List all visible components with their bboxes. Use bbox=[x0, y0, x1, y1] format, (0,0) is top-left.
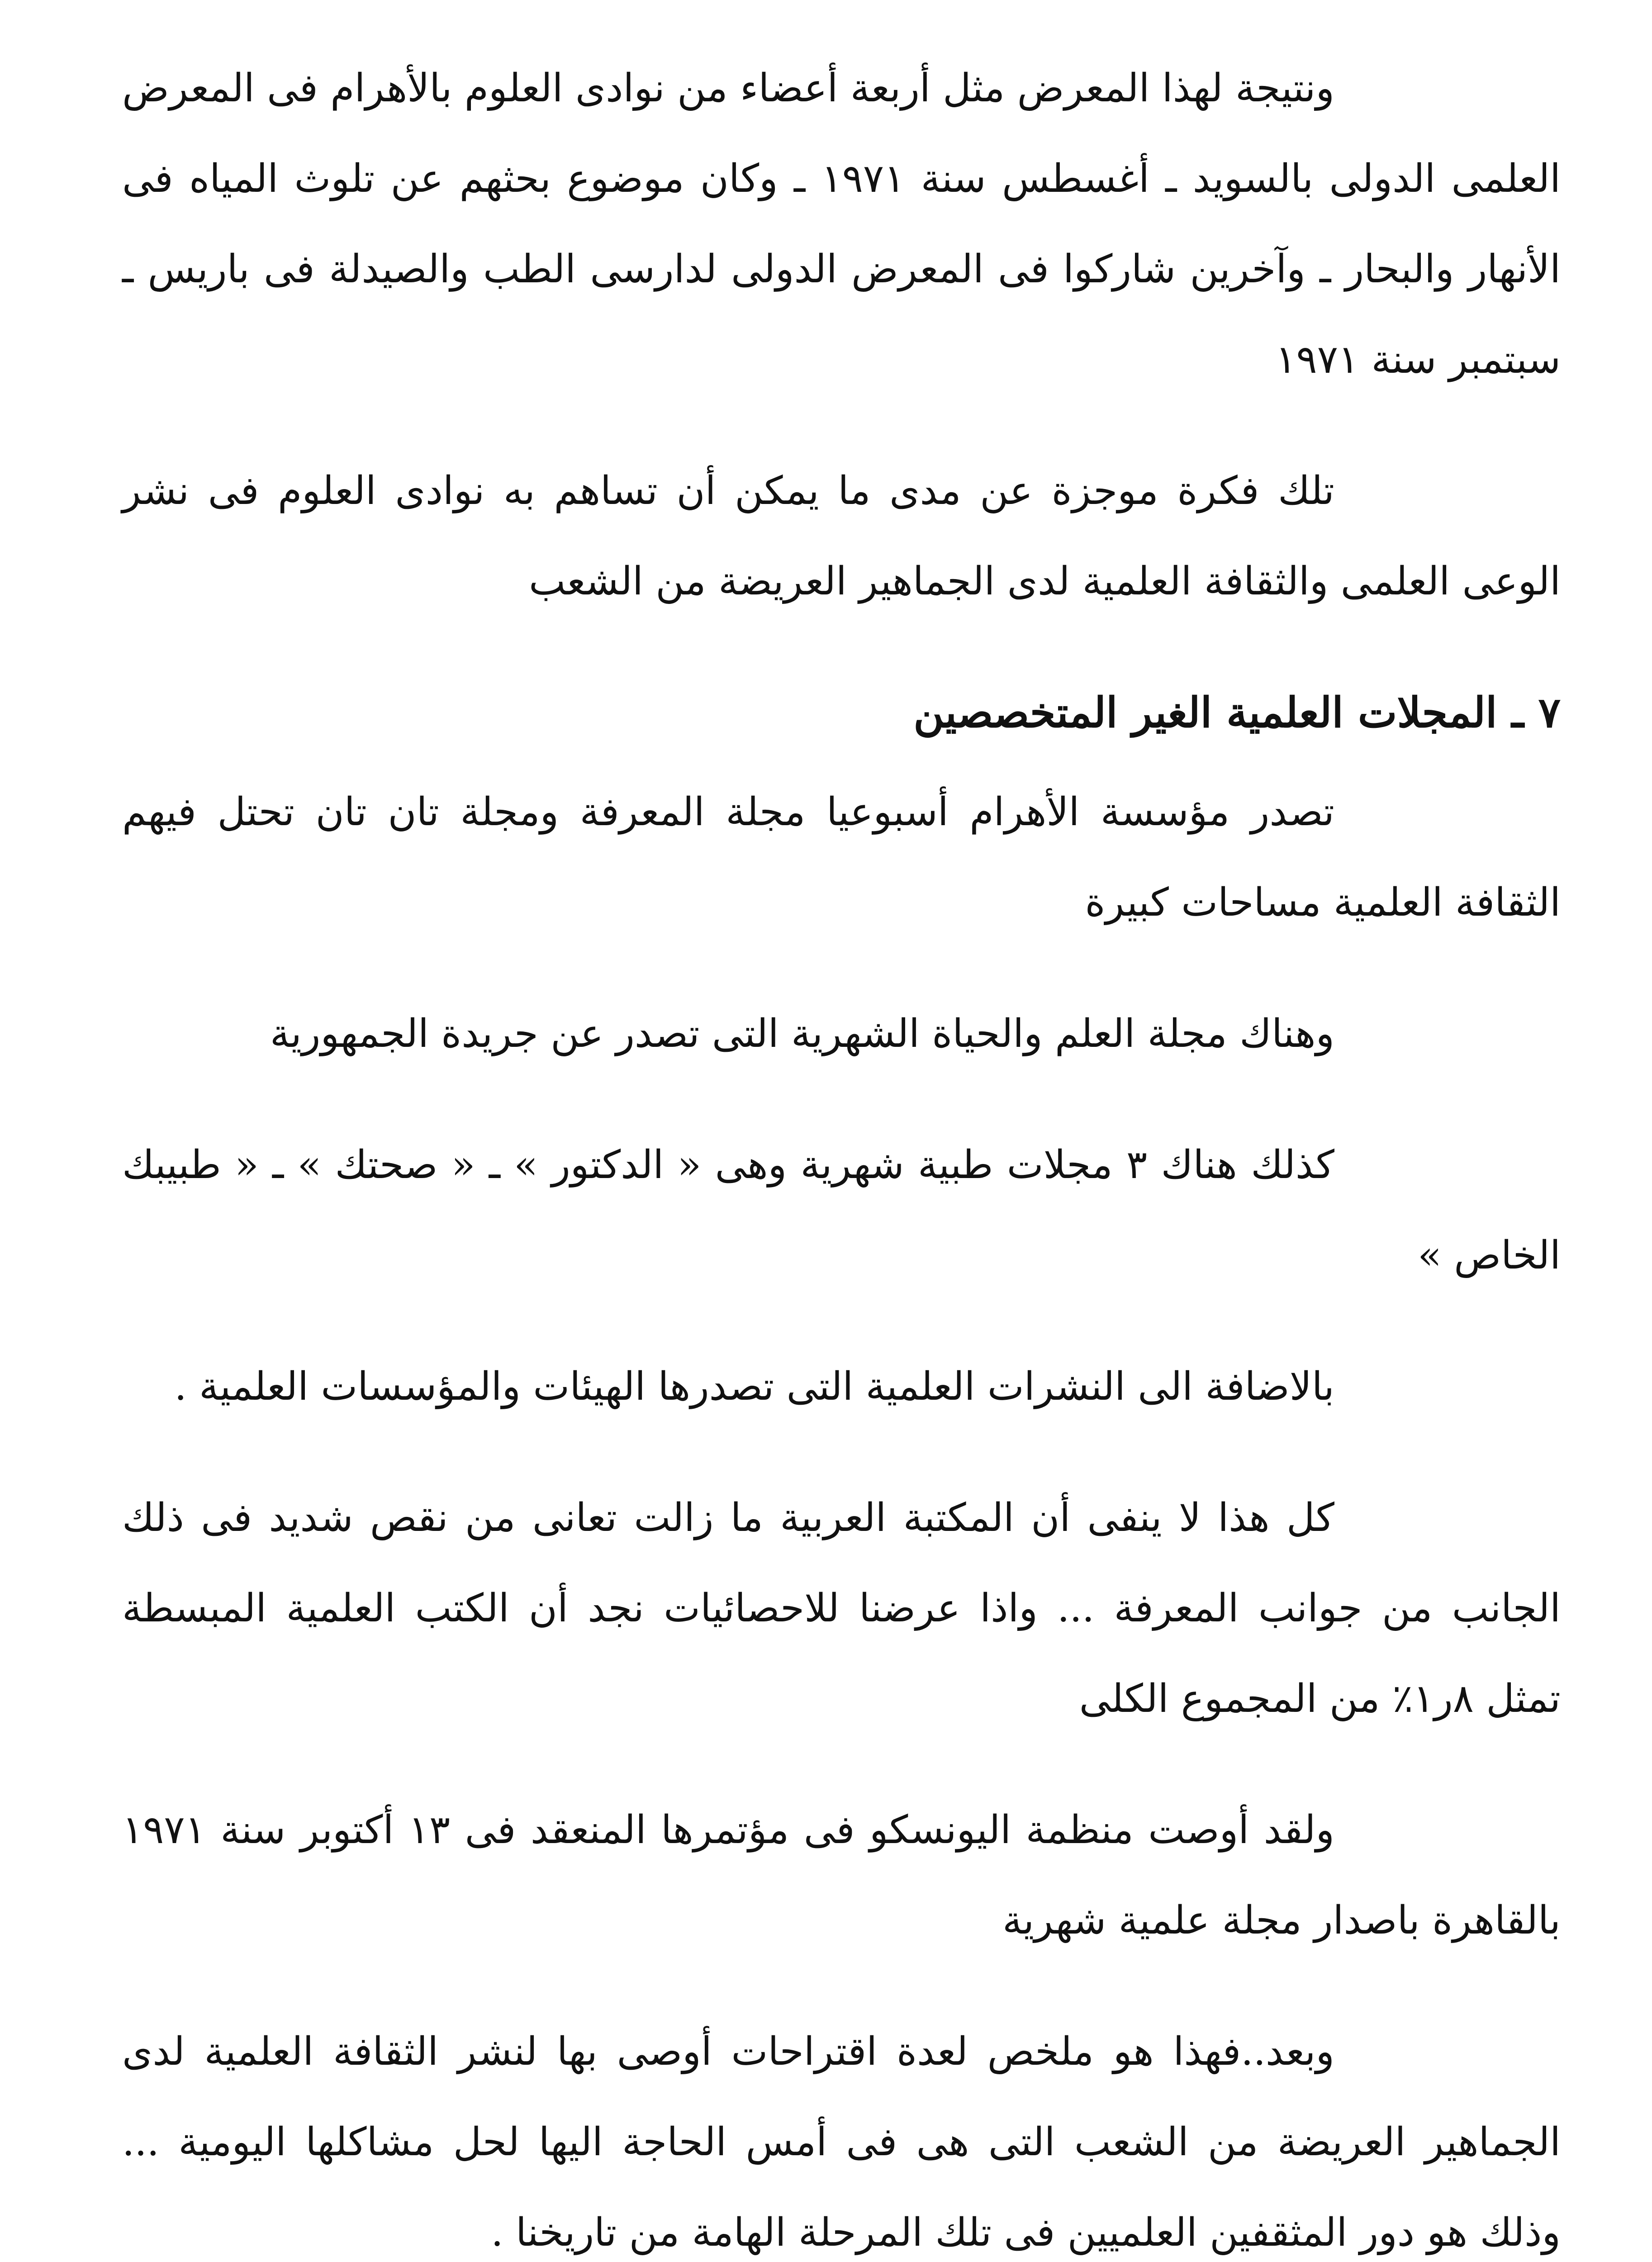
paragraph-medical-magazines: كذلك هناك ٣ مجلات طبية شهرية وهى « الدكتور » ـ « صحتك » ـ « طبيبك الخاص » bbox=[122, 1142, 1561, 1278]
paragraph-science-clubs-summary: تلك فكرة موجزة عن مدى ما يمكن أن تساهم به نوادى العلوم فى نشر الوعى العلمى والثقافة العلمية لدى الجماهير العريضة من الشعب bbox=[122, 468, 1561, 604]
paragraph-unesco-recommendation: ولقد أوصت منظمة اليونسكو فى مؤتمرها المنعقد فى ١٣ أكتوبر سنة ١٩٧١ بالقاهرة باصدار مجلة علمية شهرية bbox=[122, 1807, 1561, 1943]
body-text bbox=[122, 43, 1561, 2262]
paragraph-arabic-library-shortage: كل هذا لا ينفى أن المكتبة العربية ما زالت تعانى من نقص شديد فى ذلك الجانب من جوانب المعرفة ... واذا عرضنا للاحصائيات نجد أن الكتب العلمية المبسطة تمثل ٨ر١٪ من المجموع الكلى bbox=[122, 1495, 1561, 1721]
section-heading: ٧ ـ المجلات العلمية الغير المتخصصين bbox=[913, 688, 1561, 737]
paragraph-scientific-bulletins: بالاضافة الى النشرات العلمية التى تصدرها الهيئات والمؤسسات العلمية . bbox=[174, 1364, 1334, 1409]
paragraph-conclusion: وبعد..فهذا هو ملخص لعدة اقتراحات أوصى بها لنشر الثقافة العلمية لدى الجماهير العريضة من الشعب التى هى فى أمس الحاجة اليها لحل مشاكلها اليومية ... وذلك هو دور المثقفين العلميين فى تلك المرحلة الهامة من تاريخنا . bbox=[122, 2029, 1561, 2255]
paragraph-ahram-magazines: تصدر مؤسسة الأهرام أسبوعيا مجلة المعرفة ومجلة تان تان تحتل فيهم الثقافة العلمية مساحات كبيرة bbox=[122, 789, 1561, 925]
paragraph-international-exhibitions: ونتيجة لهذا المعرض مثل أربعة أعضاء من نوادى العلوم بالأهرام فى المعرض العلمى الدولى بالسويد ـ أغسطس سنة ١٩٧١ ـ وكان موضوع بحثهم عن تلوث المياه فى الأنهار والبحار ـ وآخرين شاركوا فى المعرض الدولى لدارسى الطب والصيدلة فى باريس ـ سبتمبر سنة ١٩٧١ bbox=[122, 66, 1561, 382]
paragraph-science-and-life: وهناك مجلة العلم والحياة الشهرية التى تصدر عن جريدة الجمهورية bbox=[270, 1011, 1334, 1056]
